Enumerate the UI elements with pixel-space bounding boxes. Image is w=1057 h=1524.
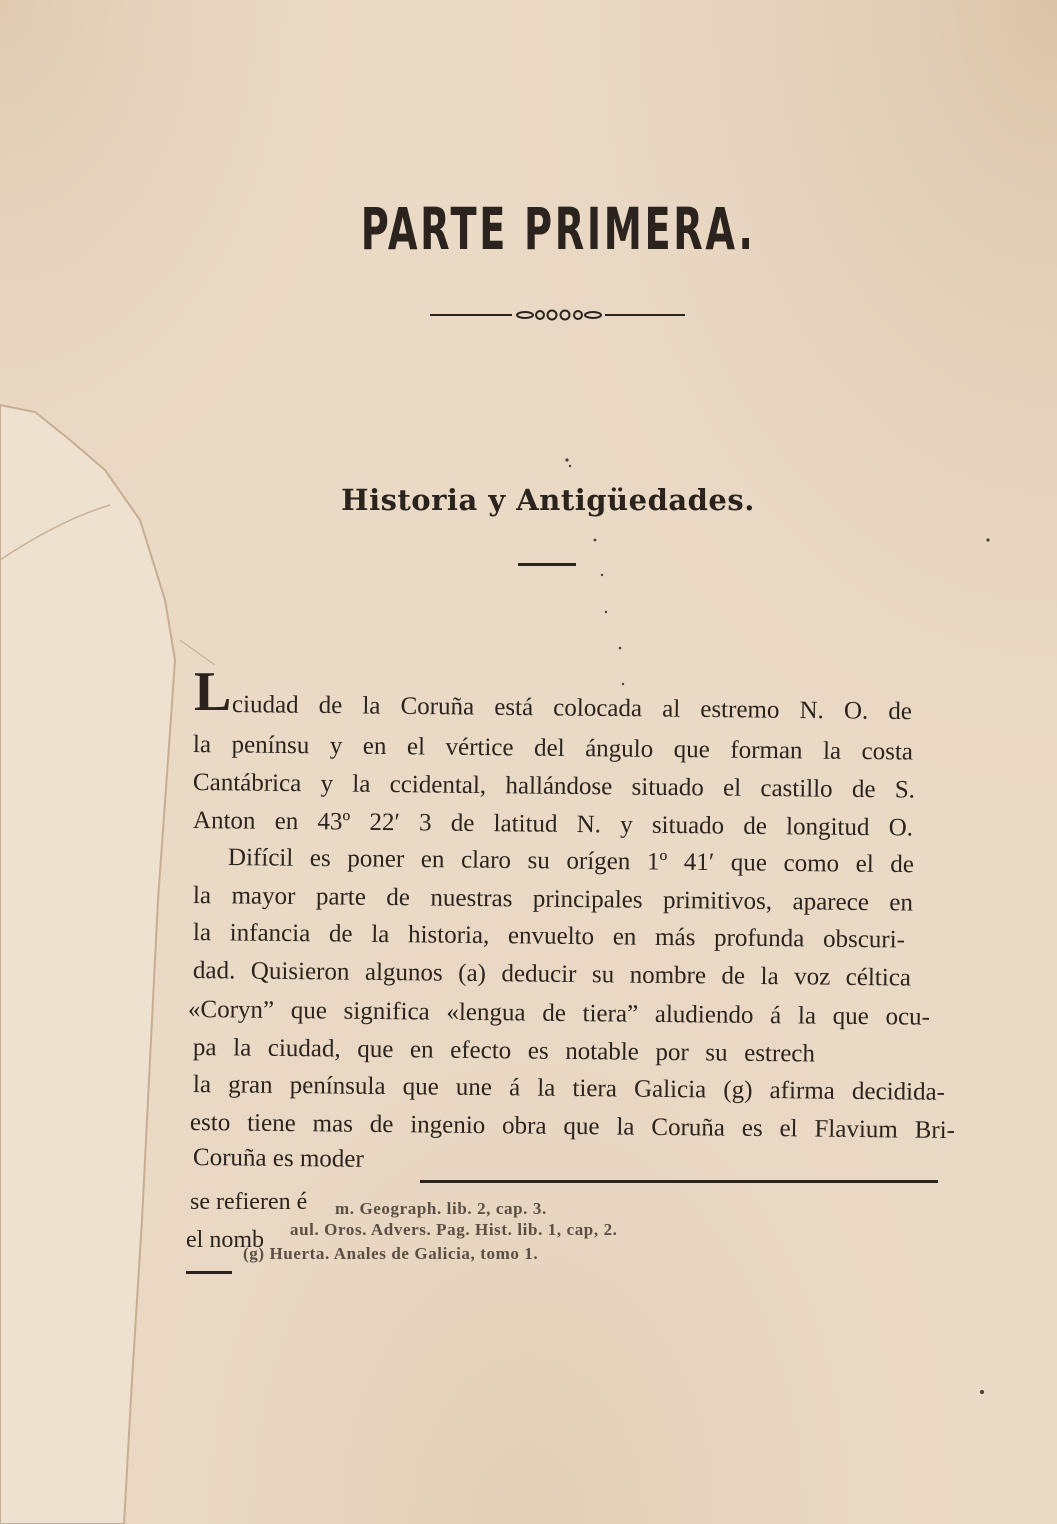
footnote-body-fragment: se refieren é xyxy=(190,1189,308,1215)
text-line: Difícil es poner en claro su orígen 1º 41′ que como el de xyxy=(227,844,915,879)
section-subtitle-container xyxy=(148,482,948,518)
text-line: Anton en 43º 22′ 3 de latitud N. y situado de longitud O. xyxy=(192,807,914,842)
footnote-dash xyxy=(186,1271,232,1274)
footnote-body-fragment: el nomb xyxy=(186,1227,264,1253)
text-line: la gran península que une á la tiera Galicia (g) afirma decidida- xyxy=(192,1071,946,1106)
footnote: m. Geograph. lib. 2, cap. 3. xyxy=(335,1199,547,1218)
footnote: (g) Huerta. Anales de Galicia, tomo 1. xyxy=(243,1244,539,1263)
footnote-rule xyxy=(420,1180,938,1183)
short-rule xyxy=(518,563,576,566)
text-line: la infancia de la historia, envuelto en más profunda obscuri- xyxy=(192,919,906,954)
footnote: aul. Oros. Advers. Pag. Hist. lib. 1, cap, 2. xyxy=(290,1220,618,1239)
text-line: la mayor parte de nuestras principales primitivos, aparece en xyxy=(192,882,914,917)
text-line: esto tiene mas de ingenio obra que la Coruña es el Flavium Bri- xyxy=(189,1109,956,1145)
section-subtitle: Historia y Antigüedades. xyxy=(341,483,755,517)
text-line: Coruña es moder xyxy=(192,1144,364,1173)
text-line: Cantábrica y la ccidental, hallándose situado el castillo de S. xyxy=(192,769,916,804)
text-line: pa la ciudad, que en efecto es notable por su estrech xyxy=(192,1034,816,1068)
text-line: «Coryn” que significa «lengua de tiera” aludiendo á la que ocu- xyxy=(187,996,931,1031)
text-line: ciudad de la Coruña está colocada al estremo N. O. de xyxy=(231,691,913,726)
text-line: dad. Quisieron algunos (a) deducir su nombre de la voz céltica xyxy=(192,957,912,992)
page-title: PARTE PRIMERA. xyxy=(360,195,756,263)
drop-cap: L xyxy=(194,661,232,723)
page-title-container xyxy=(158,196,958,262)
ornament-divider xyxy=(430,305,690,325)
text-line: la penínsu y en el vértice del ángulo que forman la costa xyxy=(192,731,914,766)
